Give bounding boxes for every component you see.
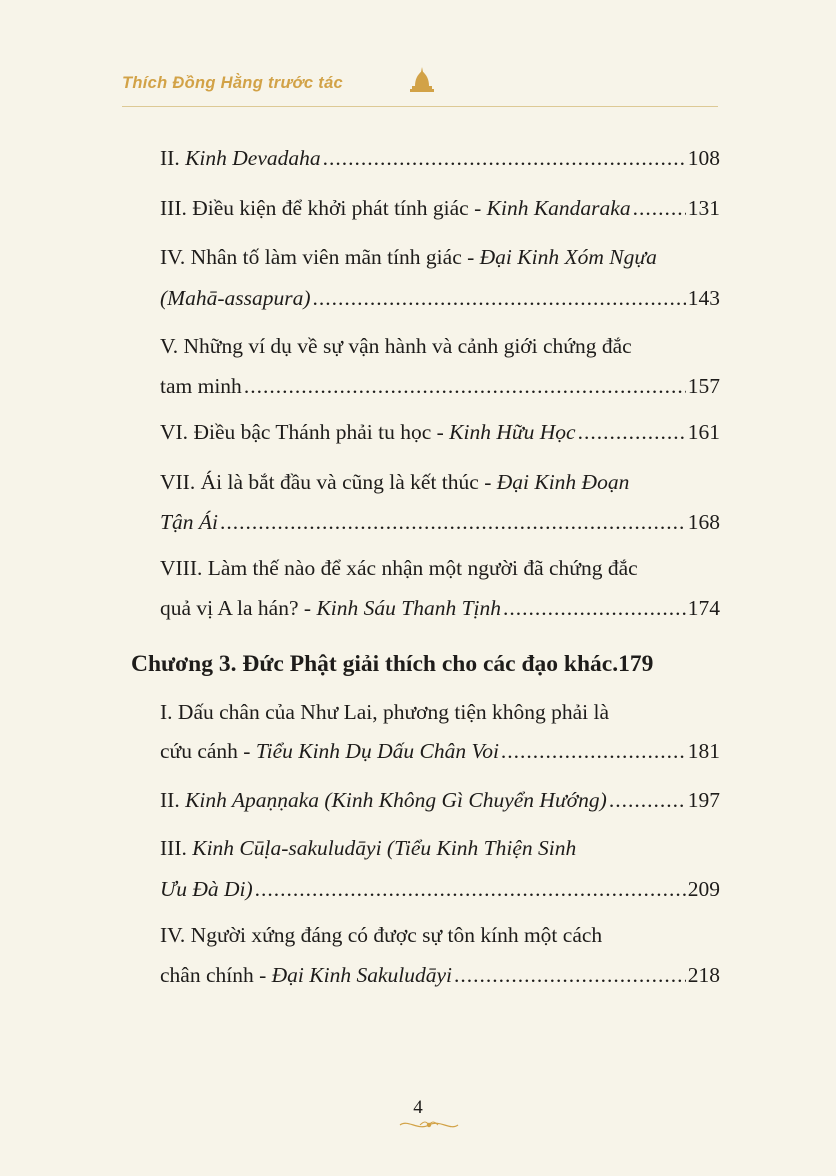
page-ref: 131 [687, 196, 720, 220]
toc-entry-continued: cứu cánh - Tiểu Kinh Dụ Dấu Chân Voi ..... 181 [160, 736, 720, 766]
page-ref: 174 [687, 596, 720, 620]
toc-entry: VIII. Làm thế nào để xác nhận một người đã chứng đắc [160, 556, 638, 580]
leader-dots [323, 143, 686, 173]
running-header: Thích Đồng Hằng trước tác [122, 74, 344, 92]
header-rule [122, 106, 718, 107]
leader-dots [313, 283, 686, 313]
toc-entry: III. Kinh Cūḷa-sakuludāyi (Tiểu Kinh Thiện Sinh [160, 836, 577, 860]
leader-dots [220, 507, 686, 537]
leader-dots [454, 960, 686, 990]
page-ref: 108 [687, 146, 720, 170]
toc-entry: III. Điều kiện để khởi phát tính giác - Kinh Kandaraka ..... 131 [160, 193, 720, 223]
page-ref: 143 [687, 286, 720, 310]
toc-entry-continued: Ưu Đà Di) ..... 209 [160, 874, 720, 904]
toc-entry-continued: (Mahā-assapura) ..... 143 [160, 283, 720, 313]
toc-entry: I. Dấu chân của Như Lai, phương tiện không phải là [160, 700, 610, 724]
page-number: 4 [413, 1097, 423, 1118]
page-ref: 209 [687, 877, 720, 901]
toc-entry-continued: Tận Ái ..... 168 [160, 507, 720, 537]
toc-entry: V. Những ví dụ về sự vận hành và cảnh giới chứng đắc [160, 334, 632, 358]
page-ref: 161 [687, 420, 720, 444]
page-ref: 157 [687, 374, 720, 398]
leader-dots [255, 874, 686, 904]
toc-entry: VII. Ái là bắt đầu và cũng là kết thúc - Đại Kinh Đoạn [160, 470, 630, 494]
toc-entry: IV. Nhân tố làm viên mãn tính giác - Đại Kinh Xóm Ngựa [160, 245, 657, 269]
leader-dots [244, 371, 686, 401]
chapter-heading: Chương 3. Đức Phật giải thích cho các đạo khác.179 [131, 651, 654, 677]
toc-entry-continued: tam minh ..... 157 [160, 371, 720, 401]
toc-entry: IV. Người xứng đáng có được sự tôn kính một cách [160, 923, 603, 947]
toc-entry: VI. Điều bậc Thánh phải tu học - Kinh Hữu Học ..... 161 [160, 417, 720, 447]
page-ref: 168 [687, 510, 720, 534]
flourish-ornament-icon [398, 1118, 460, 1132]
page-ref: 197 [687, 788, 720, 812]
toc-entry: II. Kinh Devadaha ..... 108 [160, 143, 720, 173]
page-ref: 181 [687, 739, 720, 763]
toc-entry-continued: quả vị A la hán? - Kinh Sáu Thanh Tịnh ..... 174 [160, 593, 720, 623]
toc-entry: II. Kinh Apaṇṇaka (Kinh Không Gì Chuyển Hướng) ..... 197 [160, 785, 720, 815]
stupa-icon [409, 66, 435, 94]
leader-dots [503, 593, 686, 623]
toc-entry-continued: chân chính - Đại Kinh Sakuludāyi ..... 218 [160, 960, 720, 990]
page-ref: 218 [687, 963, 720, 987]
leader-dots [501, 736, 686, 766]
leader-dots [609, 785, 686, 815]
leader-dots [578, 417, 686, 447]
leader-dots [633, 193, 686, 223]
